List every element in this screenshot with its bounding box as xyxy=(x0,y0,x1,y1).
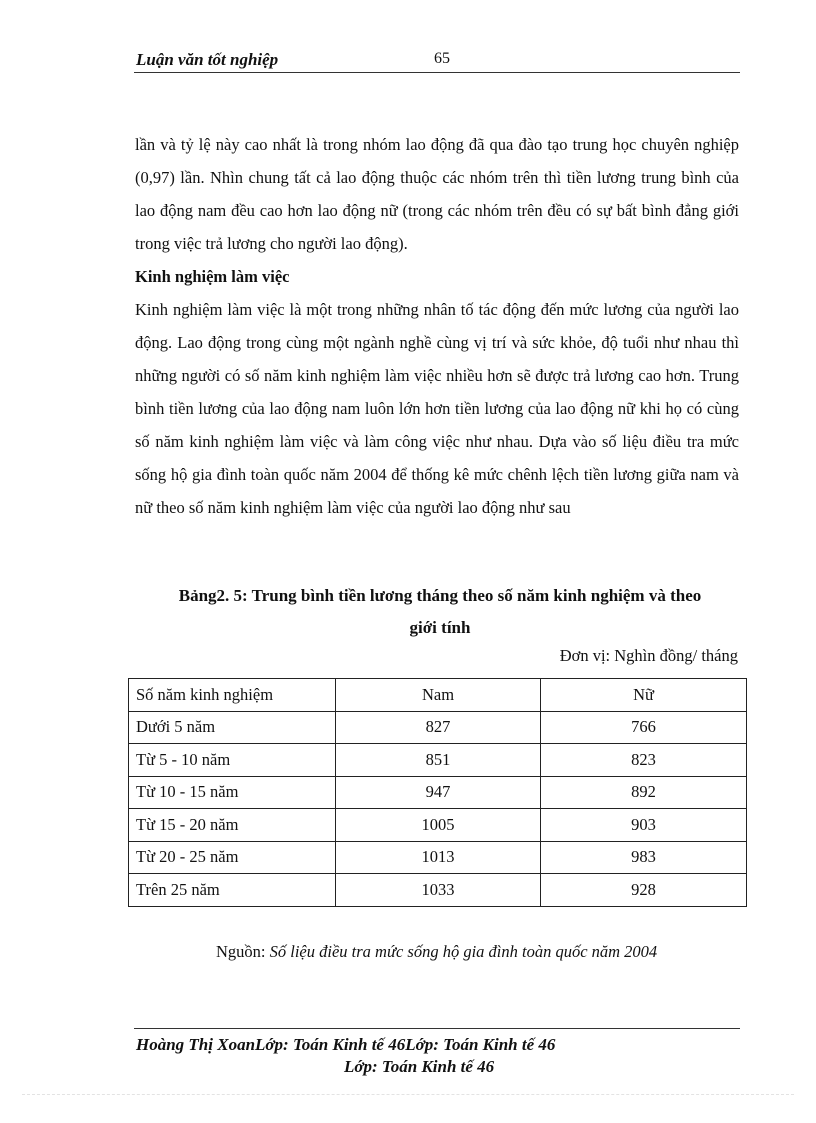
source-text: Số liệu điều tra mức sống hộ gia đình toàn quốc năm 2004 xyxy=(269,942,658,961)
column-header-male: Nam xyxy=(336,679,541,712)
cell-experience: Trên 25 năm xyxy=(129,874,336,907)
body-text xyxy=(135,128,739,524)
cell-female: 766 xyxy=(541,711,747,744)
table-row xyxy=(129,874,747,907)
footer-class-line: Lớp: Toán Kinh tế 46 xyxy=(344,1057,495,1076)
cell-male: 851 xyxy=(336,744,541,777)
source-label: Nguồn: xyxy=(216,942,270,961)
cell-female: 928 xyxy=(541,874,747,907)
table-caption-line-2: giới tính xyxy=(409,618,471,637)
table-row xyxy=(129,776,747,809)
table-row xyxy=(129,744,747,777)
page-header xyxy=(134,46,740,73)
cell-male: 1005 xyxy=(336,809,541,842)
table-caption-line-1: Bảng2. 5: Trung bình tiền lương tháng theo số năm kinh nghiệm và theo xyxy=(178,586,702,605)
column-header-female: Nữ xyxy=(541,679,747,712)
page-number: 65 xyxy=(434,50,450,67)
page-footer xyxy=(134,1028,740,1076)
cell-experience: Từ 15 - 20 năm xyxy=(129,809,336,842)
cell-male: 1013 xyxy=(336,841,541,874)
section-heading: Kinh nghiệm làm việc xyxy=(135,267,290,286)
cell-experience: Từ 20 - 25 năm xyxy=(129,841,336,874)
paragraph-1: lần và tỷ lệ này cao nhất là trong nhóm lao động đã qua đào tạo trung học chuyên nghiệp (0,97) lần. Nhìn chung tất cả lao động thuộc các nhóm trên thì tiền lương trung bình của lao động nam đều cao hơn lao động nữ (trong các nhóm trên đều có sự bất bình đẳng giới trong việc trả lương cho người lao động). xyxy=(135,135,739,253)
cell-male: 1033 xyxy=(336,874,541,907)
table-unit: Đơn vị: Nghìn đồng/ tháng xyxy=(559,646,738,665)
footer-author-line: Hoàng Thị XoanLớp: Toán Kinh tế 46Lớp: Toán Kinh tế 46 xyxy=(136,1035,556,1054)
column-header-experience: Số năm kinh nghiệm xyxy=(129,679,336,712)
table-row xyxy=(129,809,747,842)
table-row xyxy=(129,711,747,744)
cell-experience: Từ 10 - 15 năm xyxy=(129,776,336,809)
table-source xyxy=(216,942,736,962)
cell-experience: Từ 5 - 10 năm xyxy=(129,744,336,777)
cell-female: 983 xyxy=(541,841,747,874)
table-row xyxy=(129,841,747,874)
table-header-row xyxy=(129,679,747,712)
table-caption xyxy=(120,580,760,644)
paragraph-2: Kinh nghiệm làm việc là một trong những nhân tố tác động đến mức lương của người lao động. Lao động trong cùng một ngành nghề cùng vị trí và sức khỏe, độ tuổi như nhau thì những người có số năm kinh nghiệm làm việc nhiều hơn sẽ được trả lương cao hơn. Trung bình tiền lương của lao động nam luôn lớn hơn tiền lương của lao động nữ khi họ có cùng số năm kinh nghiệm làm việc và làm công việc như nhau. Dựa vào số liệu điều tra mức sống hộ gia đình toàn quốc năm 2004 để thống kê mức chênh lệch tiền lương giữa nam và nữ theo số năm kinh nghiệm làm việc của người lao động như sau xyxy=(135,300,739,517)
cell-female: 892 xyxy=(541,776,747,809)
cell-male: 827 xyxy=(336,711,541,744)
page-edge-divider xyxy=(22,1094,794,1095)
salary-table xyxy=(128,678,747,907)
cell-experience: Dưới 5 năm xyxy=(129,711,336,744)
document-title: Luận văn tốt nghiệp xyxy=(136,50,279,69)
cell-female: 823 xyxy=(541,744,747,777)
cell-female: 903 xyxy=(541,809,747,842)
cell-male: 947 xyxy=(336,776,541,809)
